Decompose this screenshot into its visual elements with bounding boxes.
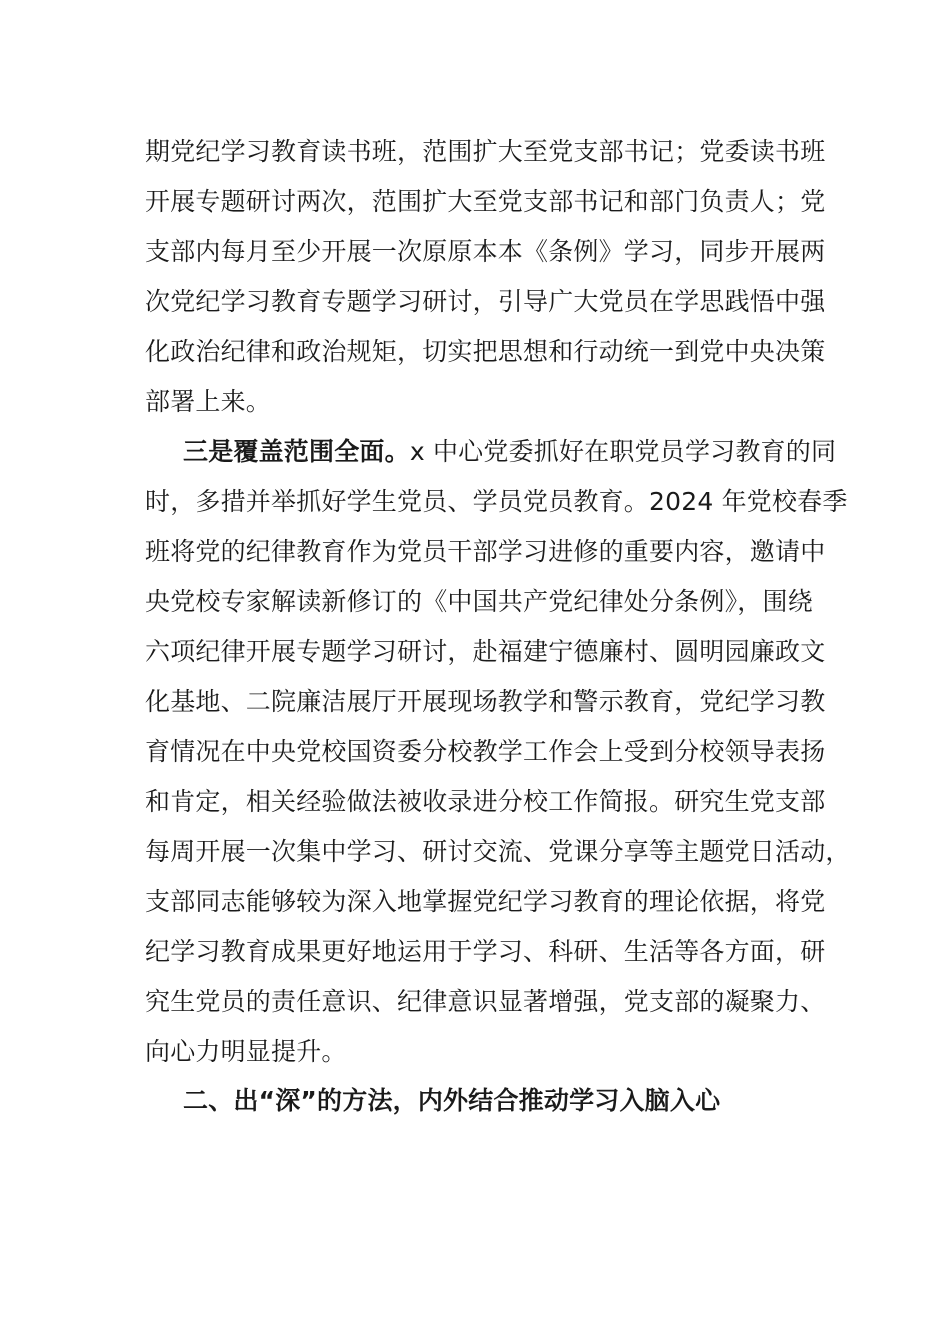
body-text-line: 向心力明显提升。 — [145, 1037, 347, 1066]
body-text-line: 开展专题研讨两次，范围扩大至党支部书记和部门负责人；党 — [145, 187, 826, 216]
paragraph-lead-bold: 三是覆盖范围全面。 — [183, 437, 410, 466]
body-text-line: 化政治纪律和政治规矩，切实把思想和行动统一到党中央决策 — [145, 337, 826, 366]
paragraph-first-line-text: x 中心党委抓好在职党员学习教育的同 — [409, 437, 837, 466]
body-text-line: 次党纪学习教育专题学习研讨，引导广大党员在学思践悟中强 — [145, 287, 826, 316]
body-text-line: 支部同志能够较为深入地掌握党纪学习教育的理论依据，将党 — [145, 887, 826, 916]
body-text-line: 每周开展一次集中学习、研讨交流、党课分享等主题党日活动， — [145, 837, 851, 866]
section-heading: 二、出“深”的方法，内外结合推动学习入脑入心 — [183, 1086, 721, 1115]
body-text-line: 支部内每月至少开展一次原原本本《条例》学习，同步开展两 — [145, 237, 826, 266]
body-text-line: 究生党员的责任意识、纪律意识显著增强，党支部的凝聚力、 — [145, 987, 826, 1016]
paragraph-first-line — [183, 427, 836, 477]
body-text-line: 央党校专家解读新修订的《中国共产党纪律处分条例》，围绕 — [145, 587, 813, 616]
body-text-line: 育情况在中央党校国资委分校教学工作会上受到分校领导表扬 — [145, 737, 826, 766]
body-text-line: 化基地、二院廉洁展厅开展现场教学和警示教育，党纪学习教 — [145, 687, 826, 716]
body-text-line: 六项纪律开展专题学习研讨，赴福建宁德廉村、圆明园廉政文 — [145, 637, 826, 666]
body-text-line: 部署上来。 — [145, 387, 272, 416]
body-text-line: 期党纪学习教育读书班，范围扩大至党支部书记；党委读书班 — [145, 137, 826, 166]
body-text-line: 纪学习教育成果更好地运用于学习、科研、生活等各方面，研 — [145, 937, 826, 966]
body-text-line: 和肯定，相关经验做法被收录进分校工作简报。研究生党支部 — [145, 787, 826, 816]
body-text-line: 班将党的纪律教育作为党员干部学习进修的重要内容，邀请中 — [145, 537, 826, 566]
body-text-line: 时，多措并举抓好学生党员、学员党员教育。2024 年党校春季 — [145, 487, 848, 516]
